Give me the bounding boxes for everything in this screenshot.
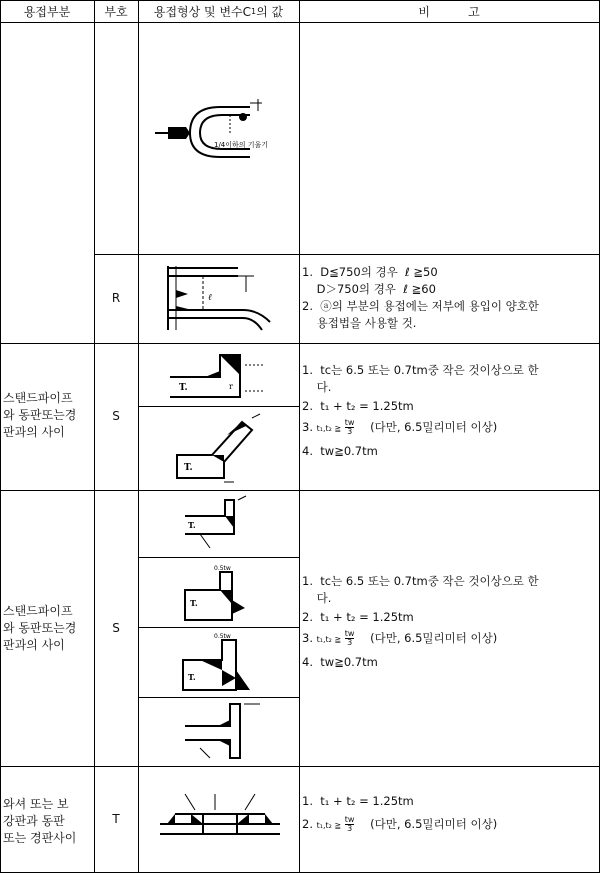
header-weld-part: 용접부분 (23, 4, 71, 19)
notes-s2 (302, 573, 539, 671)
note-t-2 (302, 816, 497, 834)
symbol-s1: S (112, 409, 120, 423)
note-r-3: 2. ⓐ의 부분의 용접에는 저부에 용입이 양호한 (302, 299, 539, 313)
row-divider-1 (94, 254, 600, 255)
note-s2-3-prefix: 3. (302, 631, 313, 645)
row-divider-4 (0, 766, 600, 767)
frac-den: 3 (347, 638, 353, 647)
t-label-s2a: T. (188, 520, 196, 530)
figure-r-nozzle-weld (158, 262, 276, 334)
note-s2-1b: 다. (302, 591, 332, 605)
frac-den: 3 (347, 427, 353, 436)
frac-num: tw (344, 629, 355, 638)
r-label-s1: r (229, 382, 233, 391)
part-s2-line3: 판과의 사이 (3, 638, 65, 652)
note-t-2-frac (345, 816, 355, 833)
col-divider-2 (138, 0, 139, 873)
note-s2-3-left: t₁,t₂ ≧ (316, 635, 342, 644)
note-t-1: 1. t₁ + t₂ = 1.25tm (302, 794, 414, 808)
part-s2 (3, 603, 93, 654)
figure-curved-pipe-weld (150, 95, 270, 165)
note-s2-4: 4. tw≧0.7tm (302, 655, 378, 669)
tw-label-s2b: 0.5tw (214, 565, 231, 572)
notes-s1 (302, 362, 539, 460)
t-label-s1b: T. (184, 463, 193, 473)
part-t-line1: 와셔 또는 보 (3, 797, 69, 811)
note-s2-3 (302, 630, 539, 648)
row-divider-3 (0, 490, 600, 491)
note-s2-3-frac (345, 630, 355, 647)
note-s1-3-prefix: 3. (302, 420, 313, 434)
figure-s1-top (165, 347, 270, 402)
symbol-s2: S (112, 620, 120, 635)
header-remarks: 비 고 (418, 4, 480, 19)
header-symbol: 부호 (104, 4, 128, 19)
frac-den: 3 (347, 824, 353, 833)
note-s1-2: 2. t₁ + t₂ = 1.25tm (302, 399, 414, 413)
part-t (3, 796, 93, 847)
part-s2-line1: 스탠드파이프 (3, 604, 73, 618)
col-divider-3 (299, 0, 300, 873)
t-label-s1: T. (179, 383, 188, 393)
slope-label: 1/4이하의 기울기 (214, 141, 269, 149)
fig-divider-s2a (138, 557, 299, 558)
figure-t-washer-weld (155, 790, 285, 850)
note-s2-3-tail: (다만, 6.5밀리미터 이상) (370, 631, 498, 645)
figure-s2-a (180, 494, 260, 554)
row-divider-2 (0, 343, 600, 344)
fig-divider-s1 (138, 406, 299, 407)
t-label-s2b: T. (190, 598, 198, 608)
part-t-line3: 또는 경판사이 (3, 831, 77, 845)
part-s1-line3: 판과의 사이 (3, 425, 65, 439)
header-shape-sub: 1 (251, 6, 257, 16)
header-shape-tail: 의 값 (256, 4, 284, 19)
figure-s2-c (178, 630, 268, 695)
note-t-2-left: t₁,t₂ ≧ (316, 821, 342, 830)
frac-num: tw (344, 418, 355, 427)
part-s1 (3, 390, 93, 441)
header-shape-text: 용접형상 및 변수C (153, 4, 252, 19)
note-t-2-tail: (다만, 6.5밀리미터 이상) (370, 817, 498, 831)
figure-s2-d (180, 700, 275, 762)
symbol-r: R (111, 291, 121, 305)
note-s1-3-left: t₁,t₂ ≧ (316, 424, 342, 433)
note-r-2: D＞750의 경우 ℓ ≧60 (302, 282, 436, 296)
tw-label-s2c: 0.5tw (214, 633, 231, 640)
part-s2-line2: 와 동판또는경 (3, 621, 77, 635)
table-border-left (0, 0, 1, 873)
header-weld-shape (138, 0, 299, 22)
fig-divider-s2c (138, 697, 299, 698)
notes-t (302, 793, 497, 834)
note-s1-4: 4. tw≧0.7tm (302, 444, 378, 458)
note-r-1: 1. D≦750의 경우 ℓ ≧50 (302, 265, 438, 279)
header-divider (0, 22, 600, 23)
frac-num: tw (344, 815, 355, 824)
t-label-s2c: T. (188, 672, 196, 682)
ell-label: ℓ (208, 293, 212, 303)
note-r-4: 용접법을 사용할 것. (302, 316, 417, 330)
note-s1-3 (302, 419, 539, 437)
note-s1-3-frac (345, 419, 355, 436)
note-t-2-prefix: 2. (302, 817, 313, 831)
part-t-line2: 강판과 동판 (3, 814, 65, 828)
figure-s1-bottom (172, 410, 272, 485)
fig-divider-s2b (138, 627, 299, 628)
symbol-t: T (112, 811, 120, 826)
part-s1-line1: 스탠드파이프 (3, 391, 73, 405)
note-s1-3-tail: (다만, 6.5밀리미터 이상) (370, 420, 498, 434)
note-s1-1a: 1. tc는 6.5 또는 0.7tm중 작은 것이상으로 한 (302, 363, 539, 377)
part-s1-line2: 와 동판또는경 (3, 408, 77, 422)
note-s1-1b: 다. (302, 380, 332, 394)
figure-s2-b (180, 560, 265, 625)
note-s2-1a: 1. tc는 6.5 또는 0.7tm중 작은 것이상으로 한 (302, 574, 539, 588)
notes-r (302, 264, 539, 332)
note-s2-2: 2. t₁ + t₂ = 1.25tm (302, 610, 414, 624)
